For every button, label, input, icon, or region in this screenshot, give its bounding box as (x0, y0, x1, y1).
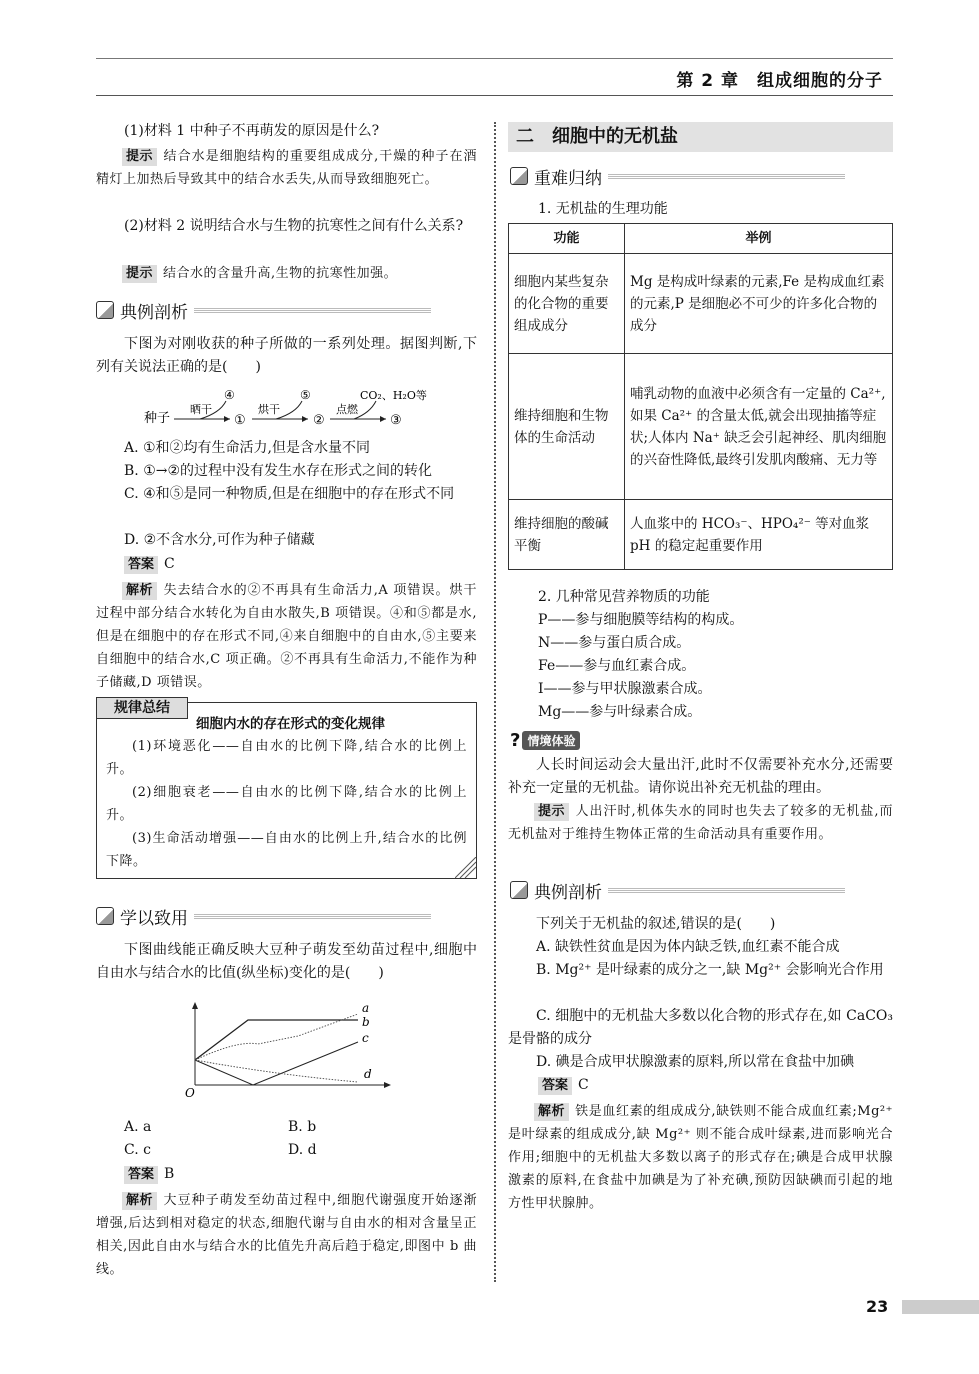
question-mark-icon: ? (510, 730, 521, 751)
hint-text: 结合水是细胞结构的重要组成成分,干燥的种子在酒精灯上加热后导致其中的结合水丢失,从而导致细胞死亡。 (96, 149, 477, 187)
option-c2: C. c (124, 1142, 151, 1158)
answer-value: C (164, 556, 175, 572)
answer-value: B (164, 1166, 175, 1182)
scenario-text: 人长时间运动会大量出汗,此时不仅需要补充水分,还需要补充一定量的无机盐。请你说出补充无机盐的理由。 (508, 757, 893, 796)
option-b2: B. b (288, 1119, 317, 1135)
question-3: 下图曲线能正确反映大豆种子萌发至幼苗过程中,细胞中自由水与结合水的比值(纵坐标)变化的是( ) (96, 942, 477, 981)
hint-2 (96, 262, 477, 285)
section-icon (510, 881, 528, 899)
flow-arrowhead-3 (380, 416, 386, 422)
function-table (508, 223, 893, 570)
table-cell-example: Mg 是构成叶绿素的元素,Fe 是构成血红素的元素,P 是细胞必不可少的许多化合物的成分 (625, 254, 893, 354)
flow-arrowhead-2 (302, 416, 308, 422)
analysis-text: 铁是血红素的组成成分,缺铁则不能合成血红素;Mg²⁺ 是叶绿素的组成成分,缺 Mg²⁺ 则不能合成叶绿素,进而影响光合作用;细胞中的无机盐大多数以离子的形式存在;碘是合成甲状腺激素的原料,在食盐中加碘是为了补充碘,预防因缺碘而引起的地方性甲状腺肿。 (508, 1104, 893, 1211)
section-typical-example (96, 298, 431, 322)
flow-step-1: 晒干 (190, 403, 212, 416)
flow-step-3: 点燃 (336, 403, 358, 416)
option-a3: A. 缺铁性贫血是因为体内缺乏铁,血红素不能合成 (536, 939, 840, 955)
flow-products: CO₂、H₂O等 (360, 389, 427, 402)
heading-2: 2. 几种常见营养物质的功能 (538, 589, 710, 605)
question-2: (2)材料 2 说明结合水与生物的抗寒性之间有什么关系? (124, 218, 464, 234)
analysis-3 (508, 1100, 893, 1215)
answer-value: C (578, 1077, 589, 1093)
hint-tag: 提示 (534, 803, 569, 821)
table-cell-function: 维持细胞和生物体的生命活动 (509, 354, 625, 500)
scenario-hint (508, 800, 893, 846)
hint-tag: 提示 (122, 265, 157, 283)
option-b: B. ①→②的过程中没有发生水存在形式之间的转化 (124, 463, 433, 479)
flow-out-4: ④ (224, 388, 235, 402)
curve-graph (178, 1000, 398, 1100)
rule-summary-tag: 规律总结 (96, 697, 188, 719)
section-icon (96, 907, 114, 925)
flow-node-3: ③ (390, 413, 402, 428)
section-apply (96, 904, 431, 928)
column-divider (494, 122, 496, 1282)
table-cell-function: 细胞内某些复杂的化合物的重要组成成分 (509, 254, 625, 354)
option-b3: B. Mg²⁺ 是叶绿素的成分之一,缺 Mg²⁺ 会影响光合作用 (536, 962, 884, 978)
nutrient-fe: Fe——参与血红素合成。 (538, 658, 696, 674)
analysis-tag: 解析 (122, 1192, 157, 1210)
question-1: (1)材料 1 中种子不再萌发的原因是什么? (124, 123, 380, 139)
rule-item-2: (2)细胞衰老——自由水的比例下降,结合水的比例上升。 (106, 785, 467, 823)
chapter-title: 第 2 章 组成细胞的分子 (676, 71, 883, 91)
answer-tag: 答案 (538, 1077, 572, 1095)
option-a2: A. a (124, 1119, 152, 1135)
section-rule (608, 173, 845, 179)
option-a: A. ①和②均有生命活力,但是含水量不同 (124, 440, 371, 456)
rule-title: 细胞内水的存在形式的变化规律 (196, 716, 385, 732)
answer-tag: 答案 (124, 1166, 158, 1184)
section-rule (194, 913, 431, 919)
curve-c (195, 1014, 358, 1060)
section-title: 学以致用 (120, 908, 188, 929)
hint-text: 结合水的含量升高,生物的抗寒性加强。 (163, 266, 398, 281)
table-cell-example: 哺乳动物的血液中必须含有一定量的 Ca²⁺,如果 Ca²⁺ 的含量太低,就会出现抽搐等症状;人体内 Na⁺ 缺乏会引起神经、肌肉细胞的兴奋性降低,最终引发肌肉酸痛、无力等 (625, 354, 893, 500)
flow-arrowhead-1 (224, 416, 230, 422)
hint-text: 人出汗时,机体失水的同时也失去了较多的无机盐,而无机盐对于维持生物体正常的生命活动具有重要作用。 (508, 804, 893, 842)
option-d3: D. 碘是合成甲状腺激素的原料,所以常在食盐中加碘 (536, 1054, 855, 1070)
example-stem: 下图为对刚收获的种子所做的一系列处理。据图判断,下列有关说法正确的是( ) (96, 336, 477, 375)
footer-bar (902, 1300, 979, 1314)
heading-1: 1. 无机盐的生理功能 (538, 201, 668, 217)
nutrient-n: N——参与蛋白质合成。 (538, 635, 691, 651)
flow-node-1: ① (234, 413, 246, 428)
scenario-label (510, 730, 580, 751)
answer-1 (96, 553, 477, 576)
nutrient-mg: Mg——参与叶绿素合成。 (538, 704, 702, 720)
option-c3: C. 细胞中的无机盐大多数以化合物的形式存在,如 CaCO₃ 是骨骼的成分 (508, 1008, 893, 1047)
analysis-2 (96, 1189, 477, 1281)
option-d: D. ②不含水分,可作为种子储藏 (124, 532, 315, 548)
option-c: C. ④和⑤是同一种物质,但是在细胞中的存在形式不同 (124, 486, 455, 502)
section-typical-example-2 (510, 878, 845, 902)
rule-item-1: (1)环境恶化——自由水的比例下降,结合水的比例上升。 (106, 739, 467, 777)
answer-tag: 答案 (124, 556, 158, 574)
curve-a (195, 1042, 358, 1085)
section-title: 重难归纳 (534, 168, 602, 189)
table-cell-function: 维持细胞的酸碱平衡 (509, 500, 625, 570)
label-a: a (362, 1001, 370, 1015)
section-icon (96, 301, 114, 319)
label-c: c (362, 1031, 369, 1045)
section-title: 典例剖析 (534, 882, 602, 903)
section-rule (608, 887, 845, 893)
flow-out-5: ⑤ (300, 388, 311, 402)
analysis-tag: 解析 (122, 582, 157, 600)
table-cell-example: 人血浆中的 HCO₃⁻、HPO₄²⁻ 等对血浆 pH 的稳定起重要作用 (625, 500, 893, 570)
section-band-inorganic-salts: 二 细胞中的无机盐 (508, 122, 893, 152)
graph-x-arrow (384, 1082, 391, 1088)
option-d2: D. d (288, 1142, 317, 1158)
process-flow-diagram (130, 385, 450, 437)
nutrient-p: P——参与细胞膜等结构的构成。 (538, 612, 744, 628)
question-4: 下列关于无机盐的叙述,错误的是( ) (536, 916, 776, 932)
section-key-points (510, 164, 845, 188)
nutrient-i: I——参与甲状腺激素合成。 (538, 681, 712, 697)
scenario-tag: 情境体验 (522, 731, 580, 750)
table-header-example: 举例 (625, 224, 893, 254)
analysis-text: 大豆种子萌发至幼苗过程中,细胞代谢强度开始逐渐增强,后达到相对稳定的状态,细胞代谢与自由水的相对含量呈正相关,因此自由水与结合水的比值先升高后趋于稳定,即图中 b 曲线。 (96, 1193, 477, 1277)
section-title: 典例剖析 (120, 302, 188, 323)
answer-2 (124, 1163, 174, 1186)
section-rule (194, 307, 431, 313)
label-b: b (362, 1015, 370, 1029)
table-header-function: 功能 (509, 224, 625, 254)
label-d: d (364, 1067, 372, 1081)
page-number: 23 (866, 1297, 889, 1316)
analysis-text: 失去结合水的②不再具有生命活力,A 项错误。烘干过程中部分结合水转化为自由水散失,B 项错误。④和⑤都是水,但是在细胞中的存在形式不同,④来自细胞中的自由水,⑤主要来自细胞中的结合水,C 项正确。②不再具有生命活力,不能作为种子储藏,D 项错误。 (96, 583, 477, 690)
hint-tag: 提示 (122, 148, 157, 166)
hint-1 (96, 145, 477, 191)
answer-3 (538, 1074, 589, 1097)
rule-item-3: (3)生命活动增强——自由水的比例上升,结合水的比例下降。 (106, 831, 467, 869)
analysis-tag: 解析 (534, 1103, 569, 1121)
flow-step-2: 烘干 (258, 403, 280, 416)
graph-y-arrow (192, 1002, 198, 1009)
graph-origin: O (185, 1086, 195, 1100)
flow-seed: 种子 (144, 411, 171, 426)
section-icon (510, 167, 528, 185)
analysis-1 (96, 579, 477, 694)
flow-node-2: ② (313, 413, 325, 428)
